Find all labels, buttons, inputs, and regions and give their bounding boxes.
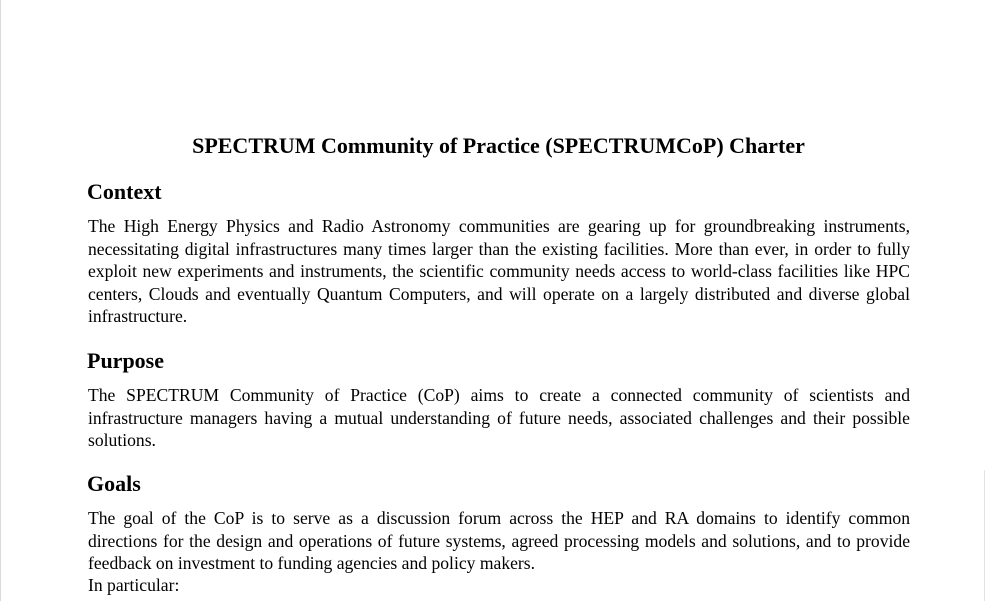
document-title: SPECTRUM Community of Practice (SPECTRUMCoP) Charter [192,133,805,158]
goals-lead-in: In particular: [88,575,180,595]
section-body-purpose: The SPECTRUM Community of Practice (CoP) aims to create a connected community of scientists and infrastructure managers having a mutual understanding of future needs, associated challenges and their possible solutions. [88,385,910,451]
section-heading-purpose: Purpose [87,348,164,373]
section-body-context: The High Energy Physics and Radio Astronomy communities are gearing up for groundbreaking instruments, necessitating digital infrastructures many times larger than the existing facilities. More than ever, in order to fully exploit new experiments and instruments, the scientific community needs access to world-class facilities like HPC centers, Clouds and eventually Quantum Computers, and will operate on a largely distributed and diverse global infrastructure. [88,216,910,327]
section-body-goals: The goal of the CoP is to serve as a discussion forum across the HEP and RA domains to identify common directions for the design and operations of future systems, agreed processing models and solutions, and to provide feedback on investment to funding agencies and policy makers. [88,508,910,574]
section-heading-goals: Goals [87,471,141,496]
section-heading-context: Context [87,179,162,204]
